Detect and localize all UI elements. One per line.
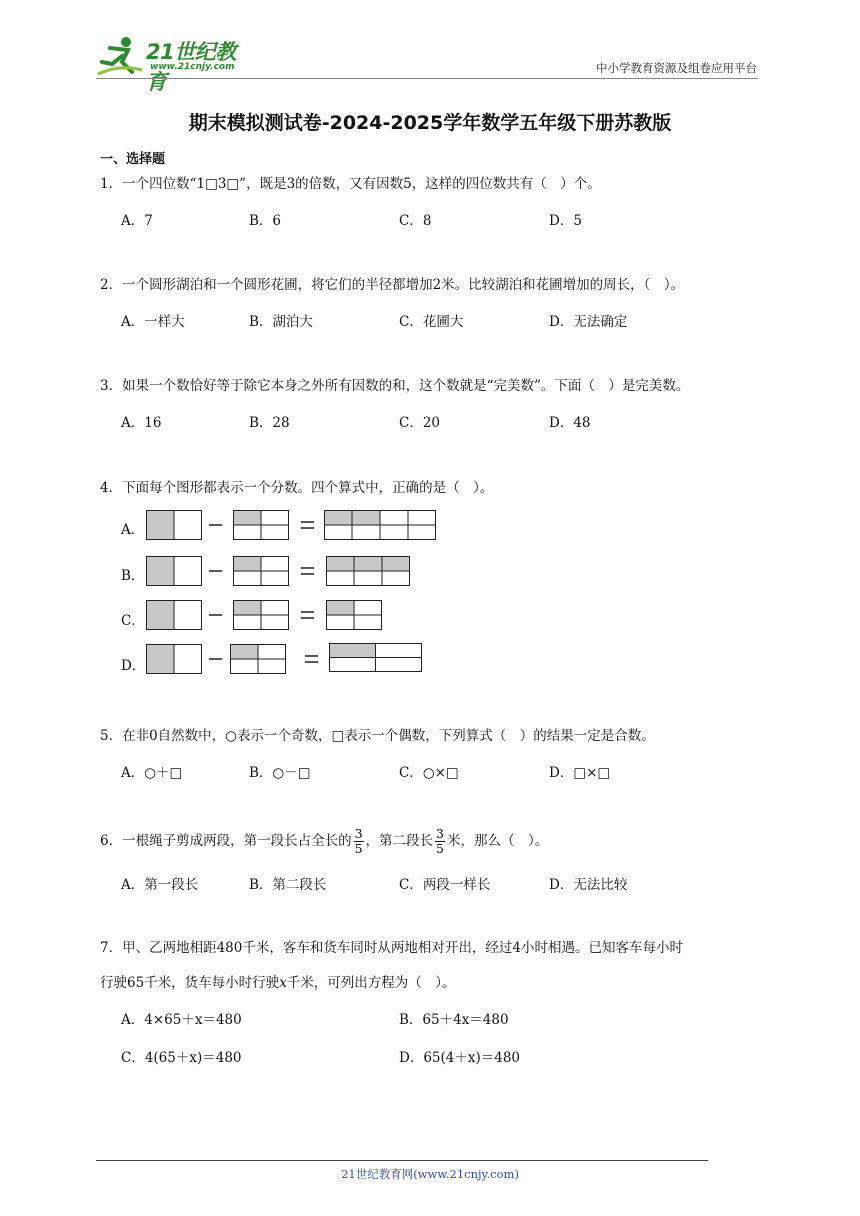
question-7-stem-line-1: 7．甲、乙两地相距480千米，客车和货车同时从两地相对开出，经过4小时相遇。已知客车每小时 <box>100 940 683 956</box>
q5-option-d[interactable]: D．□×□ <box>549 765 611 781</box>
section-heading: 一、选择题 <box>100 152 166 167</box>
q7-option-a[interactable]: A．4×65＋x＝480 <box>121 1012 242 1028</box>
q6-fraction-1-numerator: 3 <box>354 826 363 841</box>
q4-option-d-figure <box>146 642 446 676</box>
q5-option-c[interactable]: C．○×□ <box>399 765 459 781</box>
question-2-stem: 2．一个圆形湖泊和一个圆形花圃，将它们的半径都增加2米。比较湖泊和花圃增加的周长，（ ）。 <box>100 277 685 293</box>
q7-option-b[interactable]: B．65＋4x＝480 <box>399 1012 509 1028</box>
q6-option-c[interactable]: C．两段一样长 <box>399 877 491 893</box>
q7-stem-part-a: 行驶65千米，货车每小时行驶 <box>100 975 280 991</box>
q6-stem-part-b: ，第二段长 <box>365 833 434 849</box>
q6-fraction-1 <box>354 827 364 856</box>
q4-option-b-figure <box>146 554 446 588</box>
question-7-stem-line-2 <box>100 973 770 993</box>
q2-option-d[interactable]: D．无法确定 <box>549 314 628 330</box>
runner-logo-icon <box>96 34 144 76</box>
q4-option-b[interactable]: B． <box>121 568 145 584</box>
question-4-stem: 4．下面每个图形都表示一个分数。四个算式中，正确的是（ ）。 <box>100 480 494 496</box>
q2-option-c[interactable]: C．花圃大 <box>399 314 464 330</box>
q7-option-d[interactable]: D．65(4＋x)＝480 <box>399 1050 521 1066</box>
q6-option-a[interactable]: A．第一段长 <box>121 877 199 893</box>
q7-variable-x: x <box>279 975 287 991</box>
footer-divider <box>96 1160 708 1161</box>
q5-option-b[interactable]: B．○－□ <box>249 765 311 781</box>
question-6-stem <box>100 826 770 856</box>
question-1-stem: 1．一个四位数“1□3□”，既是3的倍数，又有因数5，这样的四位数共有（ ）个。 <box>100 176 601 192</box>
header-platform-text: 中小学教育资源及组卷应用平台 <box>596 61 757 75</box>
q6-option-b[interactable]: B．第二段长 <box>249 877 327 893</box>
q6-fraction-2-numerator: 3 <box>436 826 444 841</box>
q3-option-d[interactable]: D．48 <box>549 415 591 431</box>
q6-fraction-2 <box>435 827 445 856</box>
q1-option-c[interactable]: C．8 <box>399 213 432 229</box>
logo-text: 21世纪教育 <box>146 40 236 94</box>
page-title: 期末模拟测试卷-2024-2025学年数学五年级下册苏教版 <box>188 112 672 134</box>
q5-option-a[interactable]: A．○＋□ <box>121 765 183 781</box>
q4-option-a[interactable]: A． <box>121 522 145 538</box>
footer-link[interactable]: 21世纪教育网(www.21cnjy.com) <box>341 1167 519 1181</box>
q3-option-b[interactable]: B．28 <box>249 415 290 431</box>
q3-option-c[interactable]: C．20 <box>399 415 441 431</box>
logo-url: www.21cnjy.com <box>150 62 235 72</box>
q6-stem-part-c: 米，那么（ ）。 <box>447 833 549 849</box>
q7-stem-part-b: 千米，可列出方程为（ ）。 <box>286 975 456 991</box>
question-5-stem: 5．在非0自然数中，○表示一个奇数，□表示一个偶数，下列算式（ ）的结果一定是合数。 <box>100 728 655 744</box>
q4-option-d[interactable]: D． <box>121 658 146 674</box>
q4-option-a-figure <box>146 508 446 542</box>
q6-fraction-2-denominator: 5 <box>436 841 444 856</box>
q1-option-a[interactable]: A．7 <box>121 213 153 229</box>
q7-option-c[interactable]: C．4(65＋x)＝480 <box>121 1050 242 1066</box>
q2-option-a[interactable]: A．一样大 <box>121 314 185 330</box>
q3-option-a[interactable]: A．16 <box>121 415 162 431</box>
header-divider <box>96 78 758 79</box>
q6-option-d[interactable]: D．无法比较 <box>549 877 628 893</box>
question-3-stem: 3．如果一个数恰好等于除它本身之外所有因数的和，这个数就是“完美数”。下面（ ）是完美数。 <box>100 378 690 394</box>
q1-option-b[interactable]: B．6 <box>249 213 282 229</box>
logo <box>96 34 256 94</box>
q6-fraction-1-denominator: 5 <box>354 841 363 856</box>
q1-option-d[interactable]: D．5 <box>549 213 582 229</box>
q2-option-b[interactable]: B．湖泊大 <box>249 314 313 330</box>
q6-stem-part-a: 6．一根绳子剪成两段，第一段长占全长的 <box>100 833 352 849</box>
q4-option-c-figure <box>146 598 446 632</box>
q4-option-c[interactable]: C． <box>121 613 145 629</box>
